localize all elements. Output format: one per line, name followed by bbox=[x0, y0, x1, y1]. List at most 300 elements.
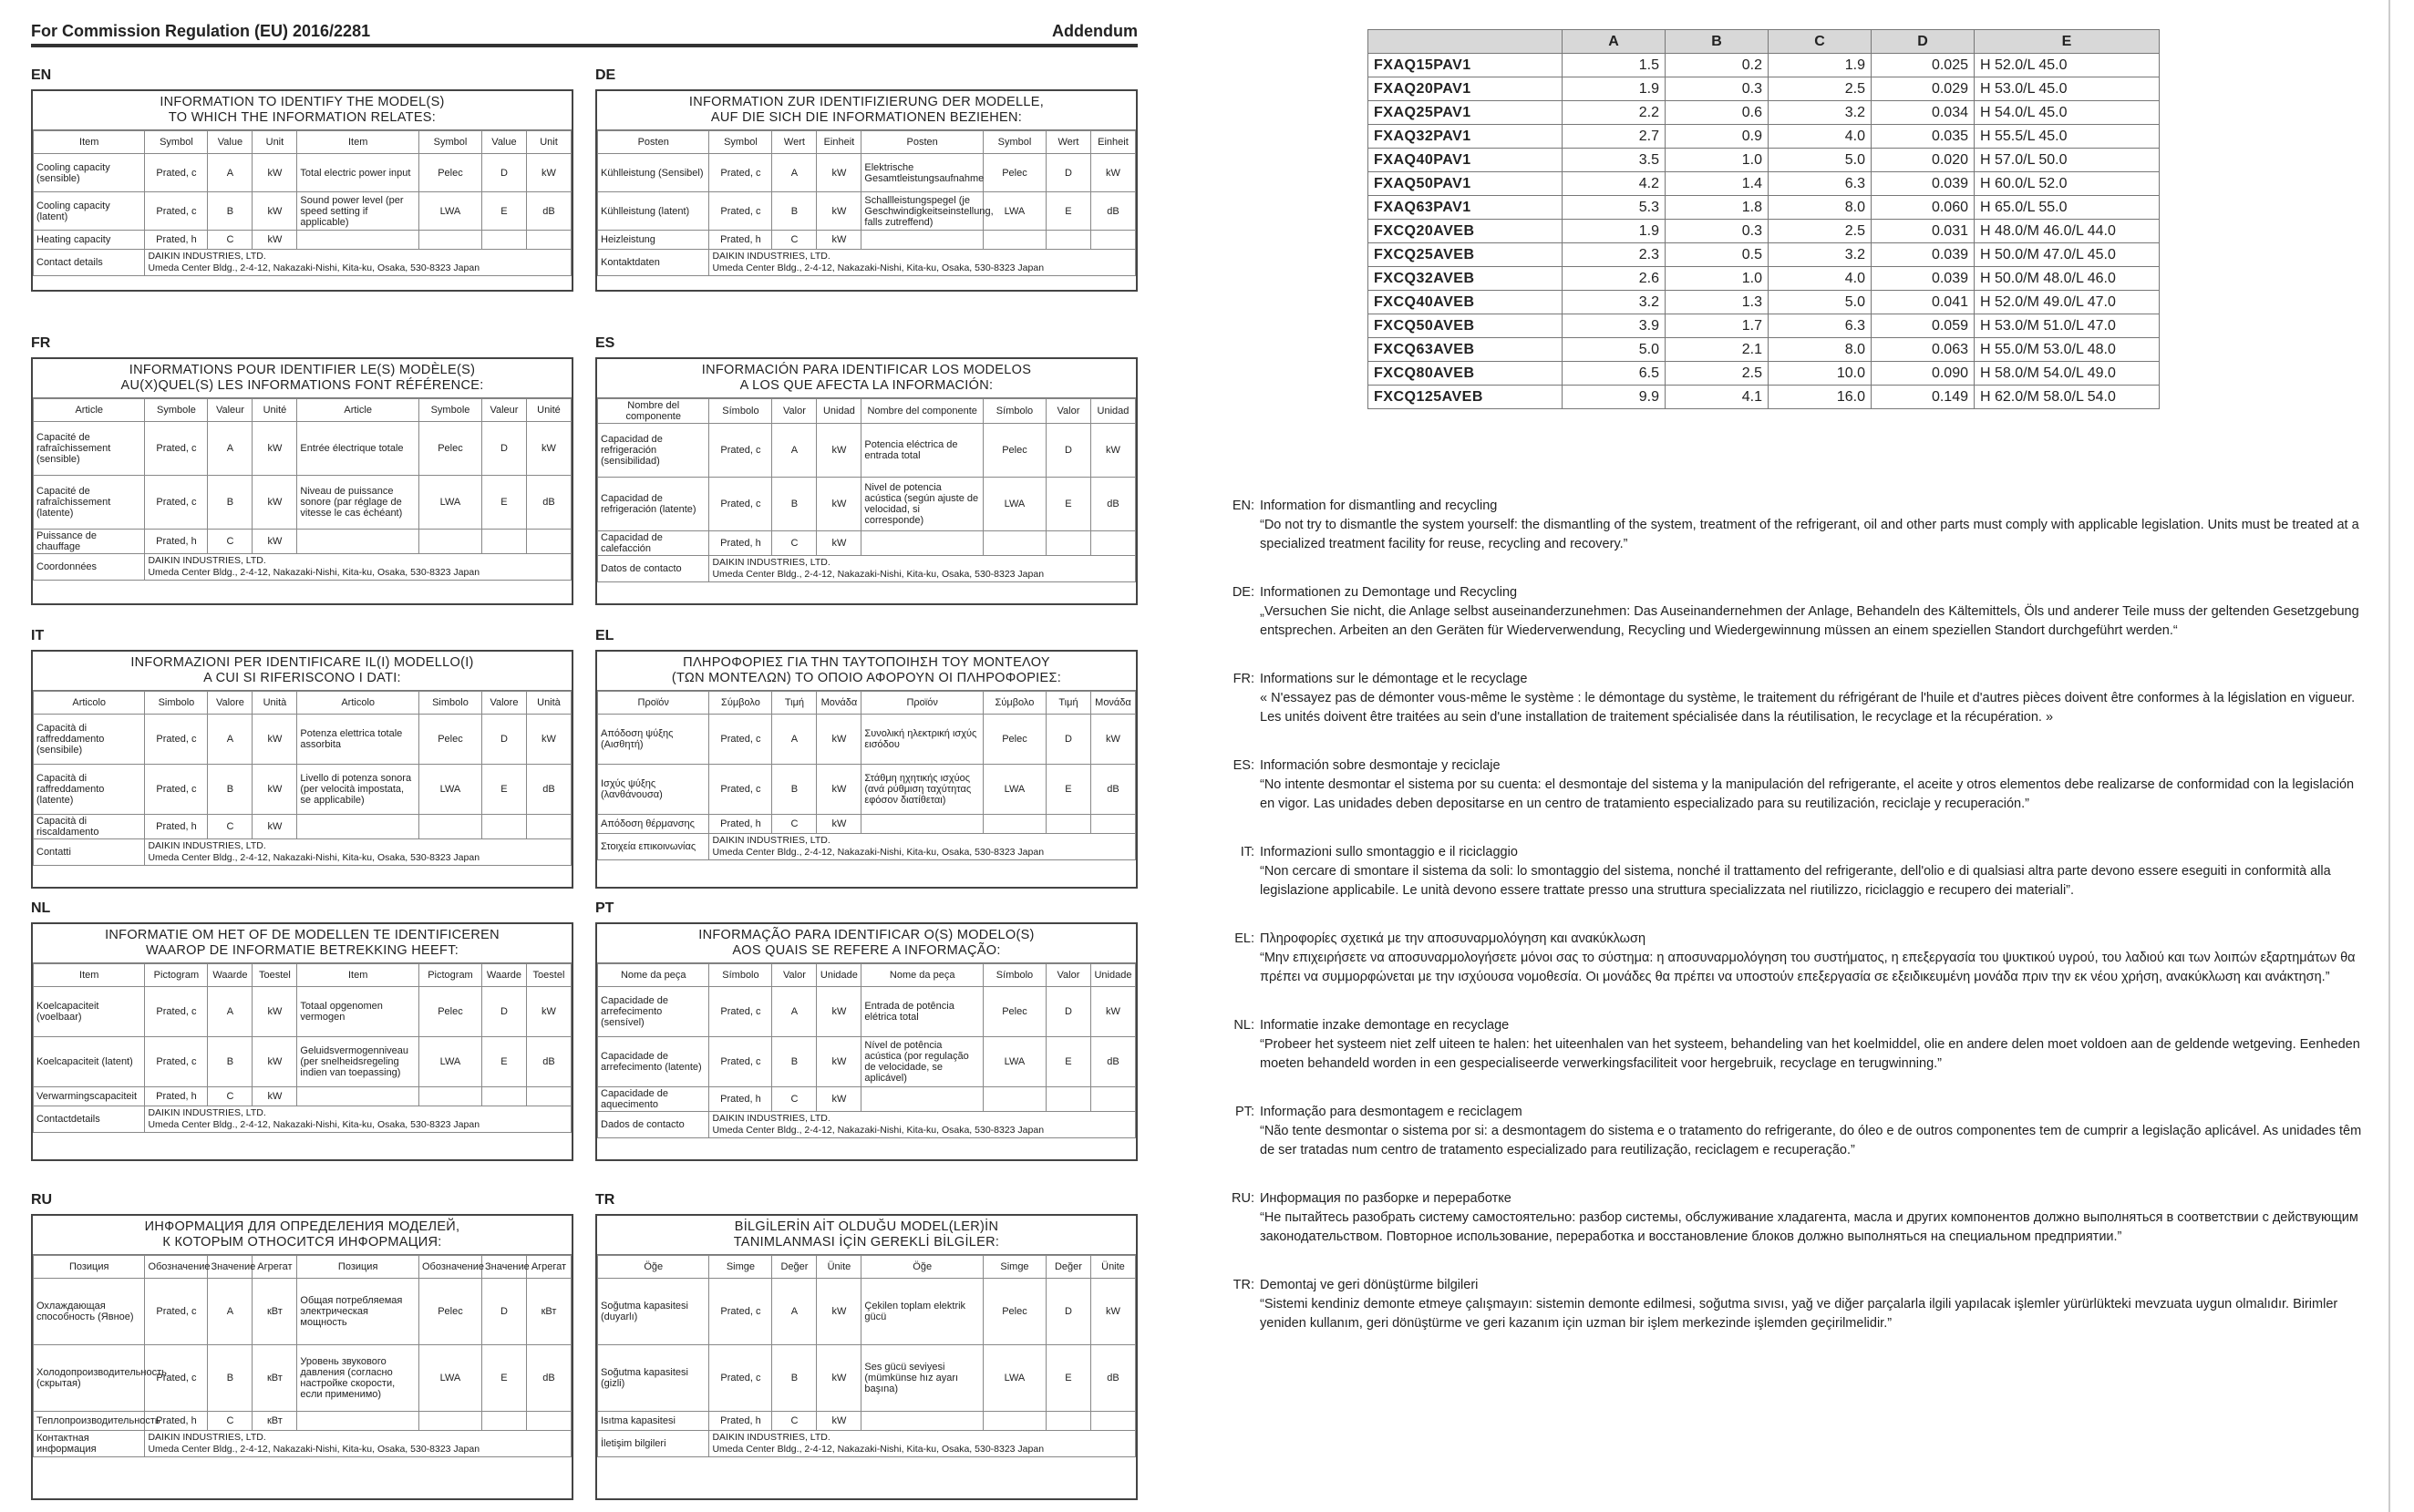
recycling-text: “Non cercare di smontare il sistema da soli: lo smontaggio del sistema, nonché il trattamento del refrigerante, dell'olio e di qualsiasi altra parte devono essere eseguiti in conformità alla legislazione applicabile. Le unità devono essere trattate presso una struttura specializzata nel riutilizzo, riciclaggio e recupero dei materiali”. bbox=[1260, 864, 2331, 898]
model-row bbox=[1368, 172, 2160, 196]
table-cell: Prated, c bbox=[145, 476, 208, 530]
model-name: FXCQ125AVEB bbox=[1368, 386, 1563, 409]
section-title-line: WAAROP DE INFORMATIE BETREKKING HEEFT: bbox=[145, 943, 459, 958]
table-cell: Prated, c bbox=[145, 1037, 208, 1087]
table-cell: C bbox=[772, 231, 817, 250]
table-cell: Soğutma kapasitesi (gizli) bbox=[598, 1345, 709, 1412]
table-cell: Συνολική ηλεκτρική ισχύς εισόδου bbox=[861, 715, 984, 765]
contact-line: DAIKIN INDUSTRIES, LTD. bbox=[148, 555, 266, 566]
table-cell: kW bbox=[253, 231, 297, 250]
table-cell: kW bbox=[253, 815, 297, 839]
table-cell: kW bbox=[253, 715, 297, 765]
table-cell: A bbox=[208, 154, 253, 192]
model-value: H 55.5/L 45.0 bbox=[1975, 125, 2160, 149]
table-cell: Prated, c bbox=[145, 987, 208, 1037]
table-cell: Pelec bbox=[983, 424, 1046, 478]
section-title-line: AU(X)QUEL(S) LES INFORMATIONS FONT RÉFÉRENCE: bbox=[120, 378, 484, 393]
column-header: Nombre del componente bbox=[598, 399, 709, 424]
recycling-text: « N'essayez pas de démonter vous-même le système : le démontage du système, le traitement du réfrigérant de l'huile et d'autres pièces doivent être conformes à la législation en vigueur. Les unités doivent être traitées au sein d'une installation de traitement spécialisée dans la réutilisation, le recyclage et la récupération. » bbox=[1260, 691, 2356, 725]
model-value: 4.0 bbox=[1769, 125, 1872, 149]
table-cell: Capacidad de refrigeración (latente) bbox=[598, 478, 709, 531]
table-cell bbox=[418, 1412, 481, 1431]
recycling-heading: Informations sur le démontage et le recyclage bbox=[1260, 672, 1528, 686]
column-header: Агрегат bbox=[253, 1256, 297, 1279]
table-cell bbox=[1090, 815, 1135, 834]
model-name: FXAQ32PAV1 bbox=[1368, 125, 1563, 149]
contact-row bbox=[598, 834, 1136, 860]
table-cell bbox=[526, 1087, 571, 1106]
table-cell: Pelec bbox=[983, 1279, 1046, 1345]
recycling-text: “No intente desmontar el sistema por su cuenta: el desmontaje del sistema y la manipulación del refrigerante, el aceite y otros elementos debe realizarse de conformidad con la legislación en vigor. Las unidades deben depositarse en un centro de tratamiento especializado para su reutilización, reciclaje y recuperación.” bbox=[1260, 777, 2355, 811]
contact-value bbox=[709, 250, 1136, 276]
contact-row bbox=[34, 1106, 572, 1133]
table-cell: LWA bbox=[418, 765, 481, 815]
model-value: 9.9 bbox=[1563, 386, 1666, 409]
language-code: EN: bbox=[1232, 499, 1254, 513]
table-cell: Pelec bbox=[983, 154, 1046, 192]
addendum-label: Addendum bbox=[1052, 22, 1138, 40]
table-cell bbox=[297, 530, 419, 554]
language-code: RU bbox=[31, 1192, 53, 1208]
table-row bbox=[598, 531, 1136, 556]
contact-line: DAIKIN INDUSTRIES, LTD. bbox=[712, 1113, 830, 1124]
table-cell: Ισχύς ψύξης (λανθάνουσα) bbox=[598, 765, 709, 815]
model-name: FXAQ20PAV1 bbox=[1368, 77, 1563, 101]
table-cell: D bbox=[1046, 154, 1090, 192]
table-cell: D bbox=[1046, 424, 1090, 478]
contact-line: Umeda Center Bldg., 2-4-12, Nakazaki-Nishi, Kita-ku, Osaka, 530-8323 Japan bbox=[148, 262, 480, 273]
model-name: FXAQ15PAV1 bbox=[1368, 54, 1563, 77]
model-value: 3.5 bbox=[1563, 149, 1666, 172]
info-table bbox=[33, 691, 572, 866]
model-value: 0.025 bbox=[1872, 54, 1975, 77]
model-row bbox=[1368, 291, 2160, 314]
contact-row bbox=[34, 554, 572, 581]
contact-line: Umeda Center Bldg., 2-4-12, Nakazaki-Nishi, Kita-ku, Osaka, 530-8323 Japan bbox=[712, 1444, 1045, 1455]
table-cell bbox=[481, 1087, 526, 1106]
recycling-text: “Não tente desmontar o sistema por si: a desmontagem do sistema e o tratamento do refrigerante, do óleo e de outros componentes tem de cumprir a legislação aplicável. As unidades têm de ser tratadas num centro de tratamento especializado para reutilização, reciclagem e recuperação.” bbox=[1260, 1124, 2362, 1157]
table-cell: B bbox=[772, 192, 817, 231]
table-cell: A bbox=[772, 1279, 817, 1345]
table-cell: D bbox=[481, 987, 526, 1037]
contact-value bbox=[145, 554, 572, 581]
column-header: Valeur bbox=[481, 399, 526, 422]
language-code: IT: bbox=[1240, 845, 1254, 859]
table-cell: Prated, c bbox=[709, 1279, 772, 1345]
table-cell: A bbox=[208, 715, 253, 765]
contact-value bbox=[145, 839, 572, 866]
table-cell: E bbox=[1046, 192, 1090, 231]
model-row bbox=[1368, 125, 2160, 149]
table-cell: kW bbox=[817, 987, 861, 1037]
table-cell: LWA bbox=[418, 192, 481, 231]
model-value: 4.0 bbox=[1769, 267, 1872, 291]
model-value: H 52.0/L 45.0 bbox=[1975, 54, 2160, 77]
table-cell: Prated, c bbox=[709, 192, 772, 231]
contact-value bbox=[145, 1106, 572, 1133]
table-cell: Ses gücü seviyesi (mümkünse hız ayarı başına) bbox=[861, 1345, 984, 1412]
table-cell: кВт bbox=[253, 1279, 297, 1345]
table-cell: Koelcapaciteit (voelbaar) bbox=[34, 987, 145, 1037]
table-cell: Холодопроизводительность (скрытая) bbox=[34, 1345, 145, 1412]
column-header: Item bbox=[297, 964, 419, 987]
model-value: 1.9 bbox=[1563, 77, 1666, 101]
model-value: 0.060 bbox=[1872, 196, 1975, 220]
model-value: 5.0 bbox=[1769, 291, 1872, 314]
model-value: 3.2 bbox=[1563, 291, 1666, 314]
table-cell bbox=[418, 815, 481, 839]
column-header: Simge bbox=[983, 1256, 1046, 1279]
table-cell: A bbox=[208, 422, 253, 476]
table-cell: Nível de potência acústica (por regulação de velocidade, se aplicável) bbox=[861, 1037, 984, 1087]
table-cell: A bbox=[772, 154, 817, 192]
table-cell: D bbox=[481, 715, 526, 765]
language-code: PT: bbox=[1235, 1105, 1254, 1119]
model-value: H 52.0/M 49.0/L 47.0 bbox=[1975, 291, 2160, 314]
column-header: Article bbox=[297, 399, 419, 422]
language-code: NL: bbox=[1233, 1018, 1254, 1033]
table-cell: dB bbox=[526, 192, 571, 231]
model-value: 2.5 bbox=[1769, 77, 1872, 101]
identification-table-es bbox=[595, 357, 1138, 605]
table-cell: Pelec bbox=[418, 422, 481, 476]
column-header: Symbole bbox=[145, 399, 208, 422]
section-title-line: BİLGİLERİN AİT OLDUĞU MODEL(LER)İN bbox=[734, 1219, 999, 1234]
table-row bbox=[598, 765, 1136, 815]
model-value: H 62.0/M 58.0/L 54.0 bbox=[1975, 386, 2160, 409]
table-cell: LWA bbox=[418, 476, 481, 530]
table-cell: Prated, h bbox=[145, 231, 208, 250]
model-value: H 50.0/M 47.0/L 45.0 bbox=[1975, 243, 2160, 267]
model-value: 1.9 bbox=[1563, 220, 1666, 243]
table-cell: Prated, h bbox=[145, 1412, 208, 1431]
table-row bbox=[598, 1412, 1136, 1431]
table-cell bbox=[1046, 1087, 1090, 1112]
column-header: Valore bbox=[481, 692, 526, 715]
table-cell: A bbox=[208, 987, 253, 1037]
model-value: 0.059 bbox=[1872, 314, 1975, 338]
table-cell: B bbox=[772, 765, 817, 815]
model-value: 1.9 bbox=[1769, 54, 1872, 77]
model-value: H 57.0/L 50.0 bbox=[1975, 149, 2160, 172]
language-code: EN bbox=[31, 67, 52, 83]
table-row bbox=[34, 1412, 572, 1431]
column-header: Unit bbox=[526, 131, 571, 154]
table-cell: LWA bbox=[983, 765, 1046, 815]
column-header: Einheit bbox=[817, 131, 861, 154]
model-value: 0.039 bbox=[1872, 243, 1975, 267]
recycling-text: “Do not try to dismantle the system yourself: the dismantling of the system, treatment of the refrigerant, oil and other parts must comply with applicable legislation. Units must be treated at a specialized treatment facility for reuse, recycling and recovery.” bbox=[1260, 518, 2359, 551]
table-cell: E bbox=[1046, 478, 1090, 531]
table-cell: C bbox=[208, 1087, 253, 1106]
model-value: 0.035 bbox=[1872, 125, 1975, 149]
table-row bbox=[598, 154, 1136, 192]
table-row bbox=[34, 231, 572, 250]
column-header: Posten bbox=[598, 131, 709, 154]
column-header: Unità bbox=[526, 692, 571, 715]
info-table bbox=[597, 398, 1136, 582]
table-cell: kW bbox=[253, 422, 297, 476]
model-table-wrap bbox=[1367, 29, 2160, 409]
table-cell: Schallleistungspegel (je Geschwindigkeitseinstellung, falls zutreffend) bbox=[861, 192, 984, 231]
table-cell bbox=[297, 815, 419, 839]
table-cell: kW bbox=[817, 192, 861, 231]
column-header: Προϊόν bbox=[861, 692, 984, 715]
table-cell: kW bbox=[253, 1087, 297, 1106]
table-cell: kW bbox=[817, 1345, 861, 1412]
table-row bbox=[34, 422, 572, 476]
model-value: 0.9 bbox=[1666, 125, 1769, 149]
table-cell: B bbox=[772, 1037, 817, 1087]
table-cell: A bbox=[772, 987, 817, 1037]
table-cell: A bbox=[772, 424, 817, 478]
table-cell: Kühlleistung (latent) bbox=[598, 192, 709, 231]
column-header: Unité bbox=[253, 399, 297, 422]
language-code: ES: bbox=[1233, 758, 1254, 773]
table-cell: E bbox=[481, 192, 526, 231]
table-cell: Prated, h bbox=[709, 1412, 772, 1431]
column-header: Posten bbox=[861, 131, 984, 154]
column-header: Item bbox=[297, 131, 419, 154]
section-title-line: A LOS QUE AFECTA LA INFORMACIÓN: bbox=[739, 378, 994, 393]
contact-line: DAIKIN INDUSTRIES, LTD. bbox=[712, 251, 830, 262]
model-row bbox=[1368, 243, 2160, 267]
table-cell: Niveau de puissance sonore (par réglage de vitesse le cas échéant) bbox=[297, 476, 419, 530]
table-cell: dB bbox=[1090, 1345, 1135, 1412]
identification-table-de bbox=[595, 89, 1138, 292]
table-cell: Prated, c bbox=[709, 154, 772, 192]
table-cell: Puissance de chauffage bbox=[34, 530, 145, 554]
contact-value bbox=[145, 250, 572, 276]
table-row bbox=[34, 1087, 572, 1106]
section-title bbox=[597, 91, 1136, 130]
table-cell: Общая потребляемая электрическая мощность bbox=[297, 1279, 419, 1345]
table-row bbox=[34, 987, 572, 1037]
model-name: FXAQ40PAV1 bbox=[1368, 149, 1563, 172]
contact-line: DAIKIN INDUSTRIES, LTD. bbox=[148, 840, 266, 851]
model-value: 3.2 bbox=[1769, 243, 1872, 267]
column-header: Einheit bbox=[1090, 131, 1135, 154]
model-value: 0.034 bbox=[1872, 101, 1975, 125]
table-cell: kW bbox=[817, 478, 861, 531]
contact-row bbox=[598, 1112, 1136, 1138]
model-value: 1.8 bbox=[1666, 196, 1769, 220]
table-cell bbox=[481, 1412, 526, 1431]
table-cell: kW bbox=[1090, 154, 1135, 192]
column-header: Σύμβολο bbox=[983, 692, 1046, 715]
language-code: DE: bbox=[1232, 585, 1254, 600]
column-header: Μονάδα bbox=[817, 692, 861, 715]
section-title-line: ИНФОРМАЦИЯ ДЛЯ ОПРЕДЕЛЕНИЯ МОДЕЛЕЙ, bbox=[144, 1219, 460, 1234]
model-value: 10.0 bbox=[1769, 362, 1872, 386]
table-cell: kW bbox=[817, 154, 861, 192]
table-row bbox=[598, 815, 1136, 834]
table-cell bbox=[983, 1412, 1046, 1431]
recycling-heading: Informazioni sullo smontaggio e il riciclaggio bbox=[1260, 845, 1518, 859]
section-title-line: INFORMATION TO IDENTIFY THE MODEL(S) bbox=[160, 95, 445, 109]
table-cell: B bbox=[208, 476, 253, 530]
table-row bbox=[598, 715, 1136, 765]
table-cell: D bbox=[1046, 715, 1090, 765]
table-cell: kW bbox=[253, 987, 297, 1037]
table-cell: B bbox=[208, 1037, 253, 1087]
column-header: Unidade bbox=[1090, 964, 1135, 987]
column-header: Articolo bbox=[34, 692, 145, 715]
language-code: TR: bbox=[1233, 1278, 1254, 1292]
table-cell: E bbox=[481, 1037, 526, 1087]
section-title-line: TO WHICH THE INFORMATION RELATES: bbox=[168, 110, 437, 125]
column-header: Symbole bbox=[418, 399, 481, 422]
column-header: Обозначение bbox=[145, 1256, 208, 1279]
column-header: Öğe bbox=[598, 1256, 709, 1279]
recycling-heading: Information for dismantling and recycling bbox=[1260, 499, 1498, 513]
model-value: 8.0 bbox=[1769, 196, 1872, 220]
model-value: 1.0 bbox=[1666, 267, 1769, 291]
table-cell: Prated, c bbox=[145, 192, 208, 231]
section-title-line: INFORMATIONS POUR IDENTIFIER LE(S) MODÈLE(S) bbox=[129, 363, 476, 377]
section-title bbox=[33, 91, 572, 130]
model-name: FXCQ32AVEB bbox=[1368, 267, 1563, 291]
recycling-heading: Informationen zu Demontage und Recycling bbox=[1260, 585, 1518, 600]
table-cell: Cooling capacity (sensible) bbox=[34, 154, 145, 192]
table-cell bbox=[1046, 1412, 1090, 1431]
model-name: FXCQ80AVEB bbox=[1368, 362, 1563, 386]
contact-line: DAIKIN INDUSTRIES, LTD. bbox=[148, 1432, 266, 1443]
table-row bbox=[598, 424, 1136, 478]
info-table bbox=[597, 1255, 1136, 1457]
section-title bbox=[33, 1216, 572, 1255]
table-cell bbox=[983, 815, 1046, 834]
table-cell: Isıtma kapasitesi bbox=[598, 1412, 709, 1431]
model-value: 5.3 bbox=[1563, 196, 1666, 220]
language-code: EL bbox=[595, 628, 614, 643]
table-cell: Pelec bbox=[418, 987, 481, 1037]
table-cell: A bbox=[208, 1279, 253, 1345]
column-header: Valor bbox=[1046, 964, 1090, 987]
model-value: 0.2 bbox=[1666, 54, 1769, 77]
table-cell: Nivel de potencia acústica (según ajuste de velocidad, si corresponde) bbox=[861, 478, 984, 531]
table-cell: Capacidade de arrefecimento (latente) bbox=[598, 1037, 709, 1087]
column-header: Ünite bbox=[1090, 1256, 1135, 1279]
table-cell: kW bbox=[1090, 424, 1135, 478]
table-cell: B bbox=[772, 1345, 817, 1412]
model-value: 2.1 bbox=[1666, 338, 1769, 362]
contact-label: Contatti bbox=[34, 839, 145, 866]
table-cell: Capacidad de calefacción bbox=[598, 531, 709, 556]
table-cell: Soğutma kapasitesi (duyarlı) bbox=[598, 1279, 709, 1345]
model-value: 1.7 bbox=[1666, 314, 1769, 338]
contact-line: Umeda Center Bldg., 2-4-12, Nakazaki-Nishi, Kita-ku, Osaka, 530-8323 Japan bbox=[712, 569, 1045, 580]
table-cell: Pelec bbox=[983, 987, 1046, 1037]
contact-label: Kontaktdaten bbox=[598, 250, 709, 276]
table-cell: кВт bbox=[526, 1279, 571, 1345]
table-cell bbox=[861, 1412, 984, 1431]
recycling-text: “Μην επιχειρήσετε να αποσυναρμολογήσετε μόνοι σας το σύστημα: η αποσυναρμολόγηση του συστήματος, η επεξεργασία του ψυκτικού υγρού, του λαδιού και των λοιπών εξαρτημάτων θα πρέπει να συμμορφώνεται με την ισχύουσα νομοθεσία. Οι μονάδες θα πρέπει να υποστούν επεξεργασία σε εξειδικευμένη μονάδα πριν την εκ νέου χρήση, ανακύκλωση και ανάκτηση.” bbox=[1260, 951, 2356, 984]
model-row bbox=[1368, 314, 2160, 338]
model-value: 0.039 bbox=[1872, 267, 1975, 291]
table-cell: Potenza elettrica totale assorbita bbox=[297, 715, 419, 765]
column-header: Valor bbox=[772, 399, 817, 424]
model-row bbox=[1368, 338, 2160, 362]
identification-table-en bbox=[31, 89, 573, 292]
identification-table-fr bbox=[31, 357, 573, 605]
model-column-header: D bbox=[1872, 30, 1975, 54]
table-cell: Prated, c bbox=[145, 1345, 208, 1412]
language-code: PT bbox=[595, 900, 614, 916]
table-cell: C bbox=[208, 530, 253, 554]
column-header: Simbolo bbox=[418, 692, 481, 715]
column-header: Unità bbox=[253, 692, 297, 715]
contact-row bbox=[598, 556, 1136, 582]
column-header: Toestel bbox=[526, 964, 571, 987]
table-cell: kW bbox=[817, 424, 861, 478]
table-cell bbox=[1046, 231, 1090, 250]
table-cell: C bbox=[772, 531, 817, 556]
table-cell: LWA bbox=[983, 1345, 1046, 1412]
section-title-line: ΠΛΗΡΟΦΟΡΙΕΣ ΓΙΑ ΤΗΝ ΤΑΥΤΟΠΟΙΗΣΗ ΤΟΥ ΜΟΝΤΕΛΟΥ bbox=[683, 655, 1050, 670]
column-header: Símbolo bbox=[709, 399, 772, 424]
table-cell: E bbox=[1046, 1345, 1090, 1412]
table-cell: Теплопроизводительность bbox=[34, 1412, 145, 1431]
model-name: FXAQ63PAV1 bbox=[1368, 196, 1563, 220]
model-value: H 58.0/M 54.0/L 49.0 bbox=[1975, 362, 2160, 386]
contact-line: DAIKIN INDUSTRIES, LTD. bbox=[712, 557, 830, 568]
table-cell: dB bbox=[526, 476, 571, 530]
section-title-line: К КОТОРЫМ ОТНОСИТСЯ ИНФОРМАЦИЯ: bbox=[162, 1235, 442, 1250]
table-cell: kW bbox=[817, 815, 861, 834]
table-cell: Livello di potenza sonora (per velocità impostata, se applicabile) bbox=[297, 765, 419, 815]
table-cell: Geluidsvermogenniveau (per snelheidsregeling indien van toepassing) bbox=[297, 1037, 419, 1087]
column-header: Unidad bbox=[1090, 399, 1135, 424]
model-value: 0.020 bbox=[1872, 149, 1975, 172]
table-cell: Koelcapaciteit (latent) bbox=[34, 1037, 145, 1087]
table-cell bbox=[418, 530, 481, 554]
contact-value bbox=[145, 1431, 572, 1457]
table-cell bbox=[481, 815, 526, 839]
column-header: Symbol bbox=[418, 131, 481, 154]
model-row bbox=[1368, 386, 2160, 409]
language-code: RU: bbox=[1232, 1191, 1254, 1206]
column-header: Symbol bbox=[983, 131, 1046, 154]
table-cell: Prated, h bbox=[145, 1087, 208, 1106]
column-header: Value bbox=[481, 131, 526, 154]
column-header: Pictogram bbox=[145, 964, 208, 987]
contact-row bbox=[598, 1431, 1136, 1457]
contact-line: Umeda Center Bldg., 2-4-12, Nakazaki-Nishi, Kita-ku, Osaka, 530-8323 Japan bbox=[712, 1125, 1045, 1136]
column-header: Item bbox=[34, 131, 145, 154]
table-cell: Prated, h bbox=[145, 815, 208, 839]
identification-table-nl bbox=[31, 922, 573, 1161]
contact-label: Coordonnées bbox=[34, 554, 145, 581]
model-value: 3.9 bbox=[1563, 314, 1666, 338]
section-title-line: INFORMAZIONI PER IDENTIFICARE IL(I) MODELLO(I) bbox=[130, 655, 474, 670]
column-header: Ünite bbox=[817, 1256, 861, 1279]
table-cell bbox=[1090, 1412, 1135, 1431]
model-row bbox=[1368, 101, 2160, 125]
table-cell: kW bbox=[817, 1037, 861, 1087]
table-cell bbox=[861, 531, 984, 556]
column-header: Nome da peça bbox=[861, 964, 984, 987]
model-name: FXCQ40AVEB bbox=[1368, 291, 1563, 314]
column-header: Símbolo bbox=[983, 964, 1046, 987]
model-value: 8.0 bbox=[1769, 338, 1872, 362]
section-title bbox=[597, 652, 1136, 691]
table-cell bbox=[526, 815, 571, 839]
table-row bbox=[598, 1279, 1136, 1345]
table-cell: Pelec bbox=[418, 715, 481, 765]
table-cell: kW bbox=[817, 715, 861, 765]
table-cell: Pelec bbox=[418, 1279, 481, 1345]
